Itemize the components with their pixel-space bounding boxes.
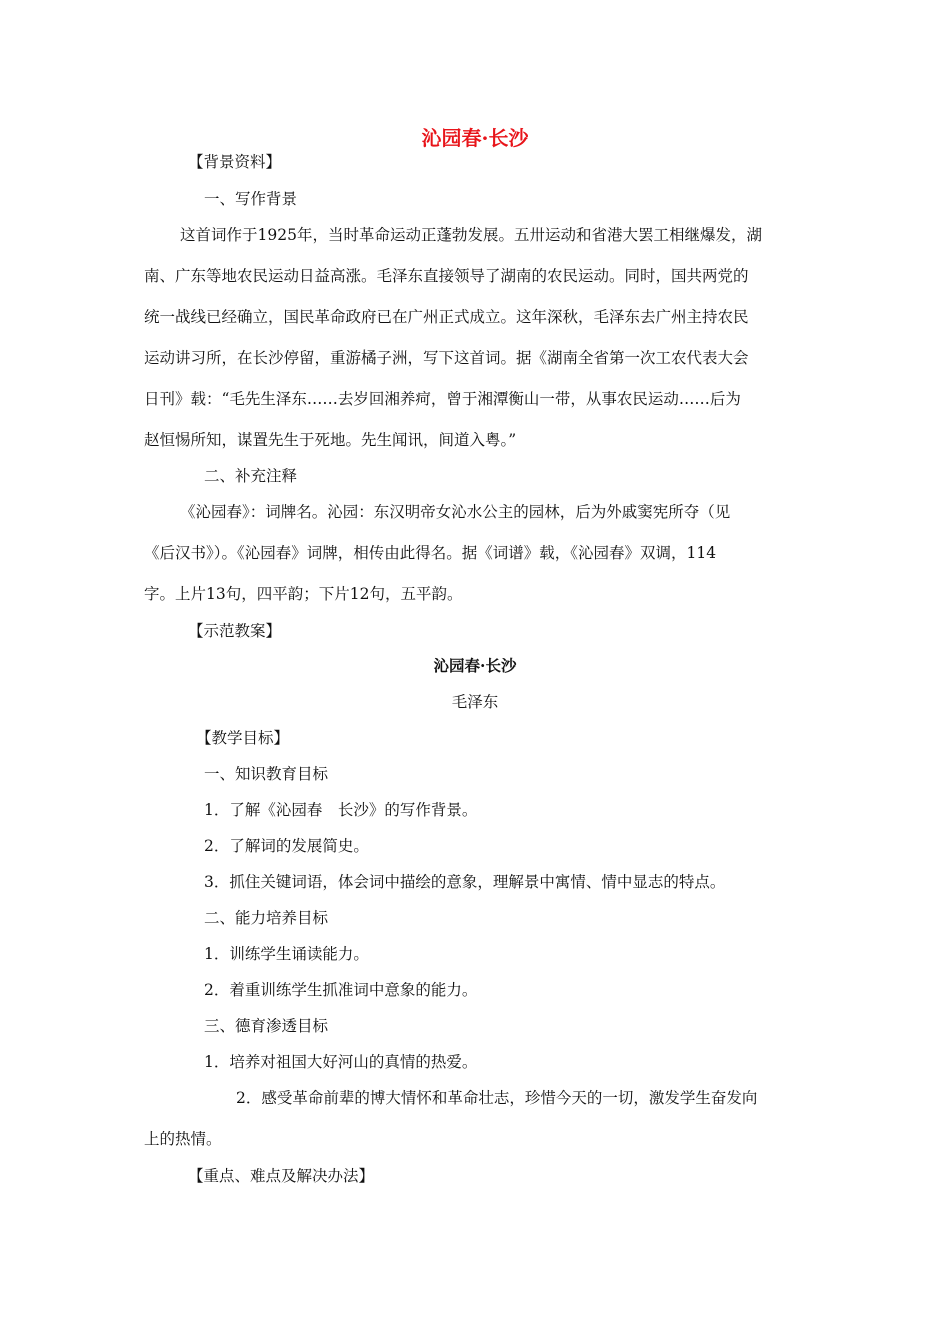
paragraph-line: 日刊》载：“毛先生泽东……去岁回湘养疴，曾于湘潭衡山一带，从事农民运动……后为 xyxy=(144,390,741,408)
section-heading-key-points: 【重点、难点及解决办法】 xyxy=(188,1167,375,1185)
subheading-notes: 二、补充注释 xyxy=(204,467,298,485)
list-item: 2．了解词的发展简史。 xyxy=(204,837,369,855)
list-item: 2．着重训练学生抓准词中意象的能力。 xyxy=(204,981,478,999)
document-title: 沁园春·长沙 xyxy=(421,126,529,150)
paragraph-line: 南、广东等地农民运动日益高涨。毛泽东直接领导了湖南的农民运动。同时，国共两党的 xyxy=(144,267,749,285)
list-item: 1．训练学生诵读能力。 xyxy=(204,945,369,963)
paragraph-line: 《沁园春》：词牌名。沁园：东汉明帝女沁水公主的园林，后为外戚窦宪所夺（见 xyxy=(180,503,731,521)
subheading-moral-goals: 三、德育渗透目标 xyxy=(204,1017,329,1035)
section-heading-lesson-plan: 【示范教案】 xyxy=(188,622,282,640)
subheading-ability-goals: 二、能力培养目标 xyxy=(204,909,329,927)
list-item-continuation: 上的热情。 xyxy=(144,1130,222,1148)
lesson-plan-title: 沁园春·长沙 xyxy=(433,656,517,675)
list-item: 1．培养对祖国大好河山的真情的热爱。 xyxy=(204,1053,478,1071)
list-item: 3．抓住关键词语，体会词中描绘的意象，理解景中寓情、情中显志的特点。 xyxy=(204,873,726,891)
subheading-writing-background: 一、写作背景 xyxy=(204,190,298,208)
paragraph-line: 这首词作于1925年，当时革命运动正蓬勃发展。五卅运动和省港大罢工相继爆发，湖 xyxy=(180,226,762,244)
paragraph-line: 《后汉书》）。《沁园春》词牌，相传由此得名。据《词谱》载，《沁园春》双调，114 xyxy=(144,544,717,562)
paragraph-line: 字。上片13句，四平韵；下片12句，五平韵。 xyxy=(144,585,463,603)
subheading-knowledge-goals: 一、知识教育目标 xyxy=(204,765,329,783)
paragraph-line: 统一战线已经确立，国民革命政府已在广州正式成立。这年深秋，毛泽东去广州主持农民 xyxy=(144,308,749,326)
list-item: 2．感受革命前辈的博大情怀和革命壮志，珍惜今天的一切，激发学生奋发向 xyxy=(236,1089,758,1107)
lesson-plan-author: 毛泽东 xyxy=(451,693,499,711)
list-item: 1．了解《沁园春 长沙》的写作背景。 xyxy=(204,801,478,819)
paragraph-line: 运动讲习所，在长沙停留，重游橘子洲，写下这首词。据《湖南全省第一次工农代表大会 xyxy=(144,349,749,367)
paragraph-line: 赵恒惕所知，谋置先生于死地。先生闻讯，间道入粤。” xyxy=(144,431,517,449)
section-heading-background: 【背景资料】 xyxy=(188,153,282,171)
section-heading-teaching-goals: 【教学目标】 xyxy=(196,729,290,747)
